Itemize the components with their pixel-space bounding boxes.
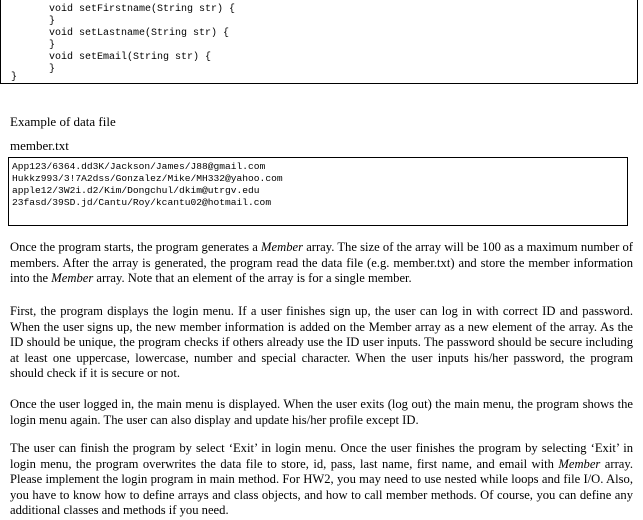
code-line: } bbox=[1, 16, 56, 27]
code-line: void setFirstname(String str) { bbox=[1, 4, 236, 15]
code-line: void setLastname(String str) { bbox=[1, 28, 230, 39]
data-line: 23fasd/39SD.jd/Cantu/Roy/kcantu02@hotmail.com bbox=[12, 197, 272, 208]
example-heading: Example of data file bbox=[10, 114, 116, 129]
paragraph-login-menu: First, the program displays the login menu. If a user finishes sign up, the user can log in with correct ID and password. When the user signs up, the new member information is added on the Member array as a new element of the array. As the ID should be unique, the program checks if others already use the ID user inputs. The password should be secure including at least one uppercase, lowercase, number and special character. When the user inputs his/her password, the program should check if it is secure or not. bbox=[10, 304, 633, 380]
data-line: App123/6364.dd3K/Jackson/James/J88@gmail.com bbox=[12, 161, 266, 172]
paragraph-exit: The user can finish the program by select ‘Exit’ in login menu. Once the user finishes the program by selecting ‘Exit’ in login menu, the program overwrites the data file to store, id, pass, last name, first name, and email with Member array. Please implement the login program in main method. For HW2, you may need to use nested while loops and file I/O. Also, you have to know how to define arrays and class objects, and how to call member methods. Of course, you can define any additional classes and methods if you need. bbox=[10, 441, 633, 517]
data-file-box bbox=[8, 157, 628, 226]
data-line: Hukkz993/3!7A2dss/Gonzalez/Mike/MH332@yahoo.com bbox=[12, 173, 283, 184]
paragraph-intro: Once the program starts, the program generates a Member array. The size of the array will be 100 as a maximum number of members. After the array is generated, the program read the data file (e.g. member.txt) and store the member information into the Member array. Note that an element of the array is for a single member. bbox=[10, 240, 633, 285]
data-line: apple12/3W2i.d2/Kim/Dongchul/dkim@utrgv.edu bbox=[12, 185, 260, 196]
code-line: } bbox=[1, 40, 56, 51]
code-line: } bbox=[11, 72, 18, 83]
code-line: } bbox=[1, 64, 56, 75]
code-line: void setEmail(String str) { bbox=[1, 52, 212, 63]
code-snippet-box bbox=[0, 0, 638, 84]
paragraph-main-menu: Once the user logged in, the main menu is displayed. When the user exits (log out) the main menu, the program shows the login menu again. The user can also display and update his/her profile except ID. bbox=[10, 397, 633, 427]
filename-label: member.txt bbox=[10, 138, 69, 153]
